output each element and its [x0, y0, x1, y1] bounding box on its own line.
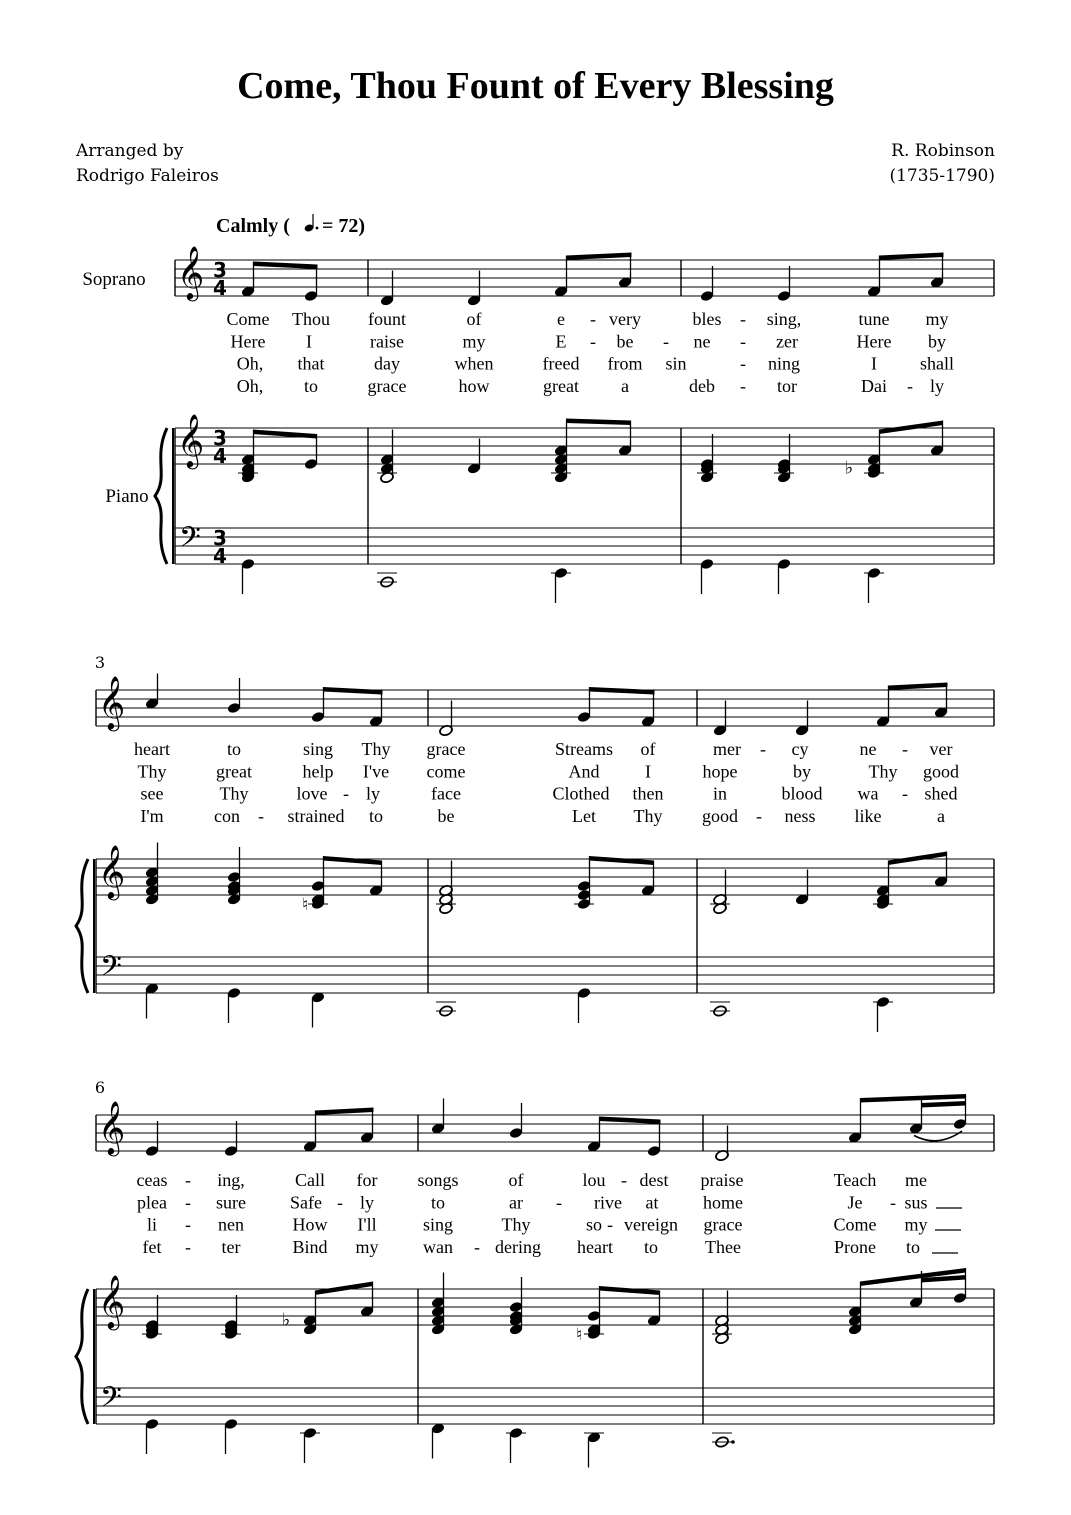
time-signature-bottom: 4 [213, 444, 227, 468]
lyric-syllable: Here [856, 331, 892, 352]
lyric-syllable: ly [929, 375, 945, 396]
score-title: Come, Thou Fount of Every Blessing [237, 65, 834, 107]
lyric-syllable: How [292, 1214, 328, 1235]
lyric-syllable: Je [847, 1192, 863, 1213]
natural-icon: ♮ [575, 1325, 583, 1345]
lyric-syllable: songs [417, 1170, 459, 1190]
lyric-syllable: sing [422, 1214, 454, 1235]
lyric-syllable: good [702, 805, 738, 826]
brace-icon [76, 859, 88, 993]
beam [315, 1108, 374, 1116]
treble-clef-icon: 𝄞 [98, 1274, 126, 1328]
lyric-syllable: Thou [292, 309, 330, 329]
time-signature-top: 3 [213, 258, 227, 282]
beam [921, 1101, 966, 1108]
lyric-syllable: I [306, 331, 312, 352]
lyric-syllable: by [793, 761, 811, 782]
natural-icon: ♮ [301, 895, 309, 915]
beam [315, 1282, 373, 1296]
lyric-syllable: - [590, 309, 596, 329]
lyric-syllable: shall [920, 353, 954, 374]
composer-dates: (1735-1790) [889, 166, 995, 186]
lyric-syllable: Call [295, 1170, 325, 1190]
instrument-piano: Piano [105, 486, 149, 507]
lyric-syllable: vereign [624, 1214, 678, 1235]
lyric-syllable: ly [359, 1192, 375, 1213]
lyric-syllable: from [607, 353, 643, 374]
lyric-syllable: freed [542, 353, 580, 374]
time-signature-bottom: 4 [213, 276, 227, 300]
lyric-syllable: ver [929, 739, 953, 759]
lyric-syllable: so [585, 1214, 603, 1235]
lyric-syllable: - [740, 331, 746, 352]
lyric-syllable: heart [577, 1236, 613, 1257]
lyric-syllable: of [466, 309, 482, 329]
lyric-syllable: great [216, 761, 252, 782]
lyric-syllable: Let [572, 805, 596, 826]
lyric-syllable: grace [367, 375, 407, 396]
lyric-syllable: heart [134, 739, 170, 759]
arranger-name: Rodrigo Faleiros [76, 166, 219, 186]
lyric-syllable: a [621, 375, 629, 396]
lyric-syllable: strained [287, 805, 345, 826]
brace-icon [76, 1289, 88, 1424]
flat-icon: ♭ [844, 457, 854, 479]
lyric-syllable: deb [689, 375, 715, 396]
treble-clef-icon: 𝄞 [177, 245, 205, 299]
lyric-syllable: to [226, 739, 242, 759]
lyric-syllable: ter [221, 1236, 241, 1257]
lyric-syllable: Clothed [552, 783, 610, 804]
lyric-syllable: - [756, 805, 762, 826]
lyric-syllable: face [431, 783, 461, 804]
measure-number: 6 [94, 1078, 106, 1097]
lyric-syllable: grace [703, 1214, 743, 1235]
lyric-syllable: - [185, 1192, 191, 1213]
lyric-syllable: hope [702, 761, 738, 782]
beam [879, 253, 944, 261]
brace-icon [155, 428, 167, 564]
treble-clef-icon: 𝄞 [98, 1100, 126, 1154]
lyric-syllable: see [140, 783, 164, 804]
lyric-syllable: by [928, 331, 946, 352]
treble-clef-icon: 𝄞 [98, 675, 126, 729]
lyric-syllable: wa [857, 783, 879, 804]
lyric-syllable: tor [777, 375, 797, 396]
beam [323, 856, 382, 865]
lyric-syllable: - [907, 375, 913, 396]
lyric-syllable: grace [426, 739, 466, 759]
lyric-syllable: sin [665, 353, 687, 374]
lyric-syllable: - [258, 805, 264, 826]
lyric-syllable: come [426, 761, 466, 782]
bass-clef-icon: 𝄢 [100, 950, 122, 990]
lyric-syllable: Thy [219, 783, 249, 804]
beam [860, 1094, 966, 1103]
lyric-syllable: ly [365, 783, 381, 804]
lyric-syllable: fet [142, 1236, 162, 1257]
treble-clef-icon: 𝄞 [98, 844, 126, 898]
lyric-syllable: my [904, 1214, 928, 1235]
lyric-syllable: fount [368, 309, 406, 329]
lyric-syllable: - [740, 353, 746, 374]
beam [879, 421, 943, 435]
lyric-syllable: - [740, 375, 746, 396]
lyric-syllable: - [607, 1214, 613, 1235]
lyric-syllable: ing, [217, 1170, 245, 1190]
lyric-syllable: - [663, 331, 669, 352]
lyric-syllable: very [609, 309, 641, 329]
piano-left-hand-staff [96, 1388, 994, 1424]
lyric-syllable: Dai [861, 375, 887, 396]
lyric-syllable: for [356, 1170, 378, 1190]
lyric-syllable: at [645, 1192, 659, 1213]
lyric-syllable: ceas [136, 1170, 168, 1190]
lyric-syllable: Come [226, 309, 270, 329]
lyric-syllable: plea [137, 1192, 167, 1213]
lyric-syllable: I'll [357, 1214, 377, 1235]
lyric-syllable: my [462, 331, 486, 352]
lyric-syllable: mer [713, 739, 741, 759]
lyric-syllable: - [185, 1170, 191, 1190]
lyric-syllable: praise [700, 1170, 744, 1190]
lyric-syllable: I [645, 761, 651, 782]
lyric-syllable: I [871, 353, 877, 374]
lyric-syllable: blood [781, 783, 823, 804]
lyric-syllable: Thy [633, 805, 663, 826]
bass-clef-icon: 𝄢 [179, 521, 201, 561]
beam [589, 856, 654, 865]
lyric-syllable: Prone [834, 1236, 876, 1257]
lyric-syllable: - [740, 309, 746, 329]
lyric-syllable: lou [582, 1170, 606, 1190]
time-signature-top: 3 [213, 426, 227, 450]
lyric-syllable: day [374, 353, 400, 374]
lyric-syllable: bles [692, 309, 722, 329]
lyric-syllable: to [430, 1192, 446, 1213]
lyric-syllable: rive [594, 1192, 622, 1213]
lyric-syllable: to [368, 805, 384, 826]
lyric-syllable: wan [423, 1236, 453, 1257]
lyric-syllable: to [905, 1236, 921, 1257]
lyric-syllable: when [454, 353, 494, 374]
treble-clef-icon: 𝄞 [177, 413, 205, 467]
lyric-syllable: be [616, 331, 634, 352]
lyric-syllable: Oh, [236, 353, 264, 374]
beam [888, 683, 948, 691]
lyric-syllable: tune [858, 309, 890, 329]
lyric-syllable: And [568, 761, 600, 782]
lyric-syllable: - [337, 1192, 343, 1213]
lyric-syllable: to [643, 1236, 659, 1257]
beam [323, 687, 383, 695]
lyric-syllable: my [355, 1236, 379, 1257]
lyric-syllable: Thy [868, 761, 898, 782]
lyric-syllable: Thy [501, 1214, 531, 1235]
piano-left-hand-staff [96, 957, 994, 993]
measure-number: 3 [94, 653, 106, 672]
lyric-syllable: - [760, 739, 766, 759]
lyric-syllable: - [902, 739, 908, 759]
beam [566, 419, 631, 426]
arranger-label: Arranged by [76, 141, 184, 161]
lyric-syllable: ness [784, 805, 816, 826]
lyric-syllable: sing, [766, 309, 802, 329]
beam [589, 687, 655, 695]
piano-left-hand-staff [175, 528, 994, 564]
lyric-syllable: great [543, 375, 579, 396]
lyric-syllable: Thy [361, 739, 391, 759]
lyric-syllable: good [923, 761, 959, 782]
lyric-syllable: sing [302, 739, 334, 759]
lyric-syllable: like [854, 805, 882, 826]
lyric-syllable: e [557, 309, 565, 329]
time-signature-bottom: 4 [213, 544, 227, 568]
composer-name: R. Robinson [891, 141, 995, 161]
lyric-syllable: I've [362, 761, 390, 782]
lyric-syllable: then [632, 783, 664, 804]
lyric-syllable: be [437, 805, 455, 826]
instrument-soprano: Soprano [82, 269, 146, 290]
lyric-syllable: - [343, 783, 349, 804]
lyric-syllable: - [185, 1214, 191, 1235]
lyric-syllable: me [905, 1170, 927, 1190]
lyric-syllable: raise [370, 331, 404, 352]
lyric-syllable: E [555, 331, 567, 352]
lyric-syllable: love [296, 783, 328, 804]
lyric-syllable: nen [218, 1214, 244, 1235]
lyric-syllable: Here [230, 331, 266, 352]
lyric-syllable: zer [776, 331, 798, 352]
beam [888, 852, 947, 866]
flat-icon: ♭ [281, 1309, 291, 1331]
lyric-syllable: Oh, [236, 375, 264, 396]
lyric-syllable: of [508, 1170, 524, 1190]
bass-clef-icon: 𝄢 [100, 1381, 122, 1421]
lyric-syllable: help [302, 761, 334, 782]
lyric-syllable: in [712, 783, 728, 804]
lyric-syllable: Thee [705, 1236, 741, 1257]
lyric-syllable: to [303, 375, 319, 396]
lyric-syllable: Safe [290, 1192, 322, 1213]
lyric-syllable: ne [693, 331, 711, 352]
lyric-syllable: - [902, 783, 908, 804]
lyric-syllable: - [556, 1192, 562, 1213]
lyric-syllable: ning [767, 353, 801, 374]
lyric-syllable: I'm [140, 805, 164, 826]
lyric-syllable: dest [639, 1170, 669, 1190]
lyric-syllable: dering [495, 1236, 541, 1257]
lyric-syllable: a [937, 805, 945, 826]
lyric-syllable: shed [924, 783, 958, 804]
beam [599, 1286, 660, 1295]
soprano-staff [96, 1115, 994, 1151]
lyric-syllable: - [621, 1170, 627, 1190]
time-signature-top: 3 [213, 526, 227, 550]
tempo-value: = 72) [322, 215, 366, 237]
lyric-syllable: con [214, 805, 240, 826]
lyric-syllable: Bind [292, 1236, 328, 1257]
lyric-syllable: - [590, 331, 596, 352]
lyric-syllable: sus [904, 1192, 928, 1213]
lyric-syllable: sure [216, 1192, 246, 1213]
lyric-syllable: Teach [833, 1170, 877, 1190]
tempo-note-dot [316, 227, 319, 230]
tempo-marking: Calmly ( [216, 215, 290, 237]
lyric-syllable: my [925, 309, 949, 329]
lyric-syllable: ar [509, 1192, 523, 1213]
beam [599, 1117, 661, 1125]
lyric-syllable: ne [859, 739, 877, 759]
lyric-syllable: - [474, 1236, 480, 1257]
lyric-syllable: cy [791, 739, 809, 759]
lyric-syllable: li [146, 1214, 158, 1235]
lyric-syllable: of [640, 739, 656, 759]
beam [253, 262, 318, 270]
lyric-syllable: that [297, 353, 325, 374]
lyric-syllable: - [185, 1236, 191, 1257]
lyric-syllable: - [890, 1192, 896, 1213]
lyric-syllable: Come [833, 1214, 877, 1235]
lyric-syllable: Thy [137, 761, 167, 782]
lyric-syllable: how [458, 375, 490, 396]
beam [566, 253, 632, 261]
lyric-syllable: Streams [555, 739, 613, 759]
lyric-syllable: home [703, 1192, 743, 1213]
